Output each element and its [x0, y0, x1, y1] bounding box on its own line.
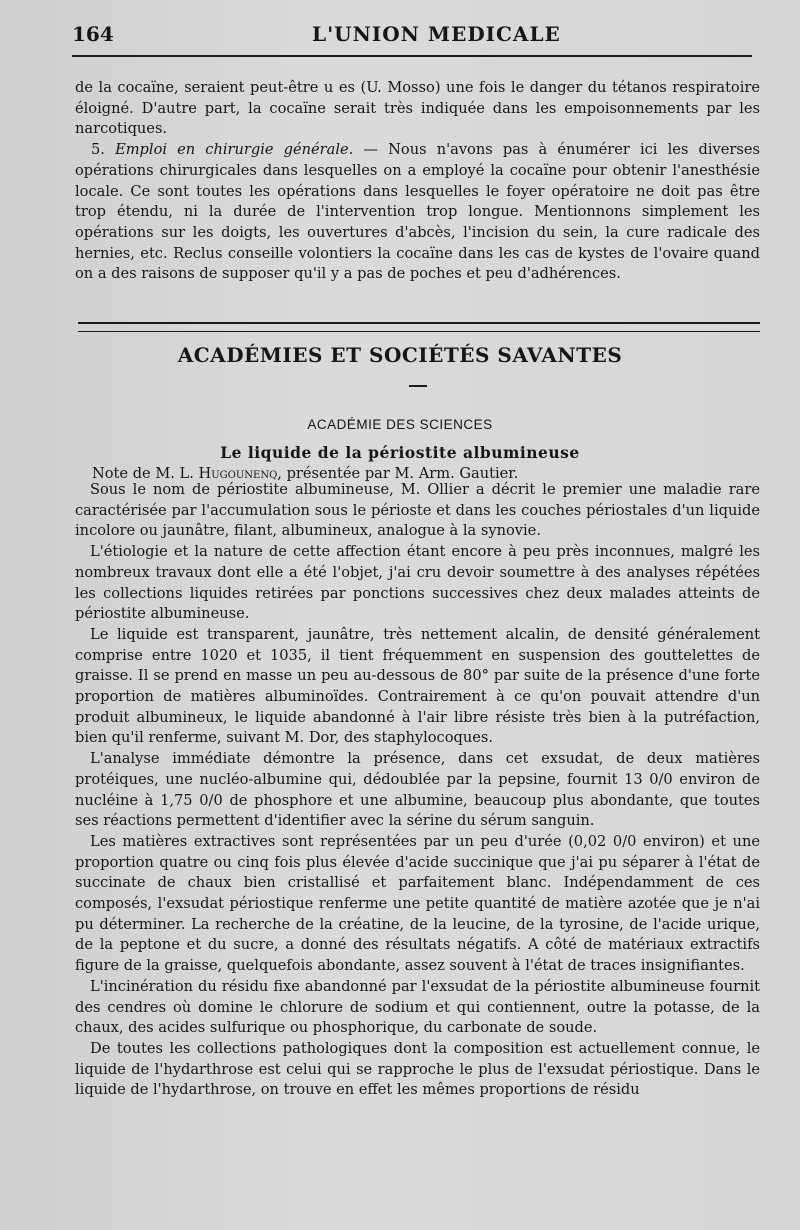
item-heading: Emploi en chirurgie générale. [115, 141, 354, 159]
body-paragraph: Sous le nom de périostite albumineuse, M. Ollier a décrit le premier une maladie rare caractérisée par l'accumulation sous le périoste et dans les couches périostales d'un liquide incolore ou jaunâtre, filant, albumineux, analogue à la synovie. [75, 481, 760, 540]
journal-title: L'UNION MEDICALE [312, 22, 561, 46]
intro-paragraph-1: de la cocaïne, seraient peut-être u es (U. Mosso) une fois le danger du tétanos respiratoire éloigné. D'autre part, la cocaïne serait très indiquée dans les empoisonnements par les narcotiques. [75, 79, 760, 138]
item-body: — Nous n'avons pas à énumérer ici les diverses opérations chirurgicales dans lesquelles on a employé la cocaïne pour obtenir l'anesthésie locale. Ce sont toutes les opérations dans lesquelles le foyer opératoire ne doit pas être trop étendu, ni la durée de l'intervention trop longue. Mentionnons simplement les opérations sur les doigts, les ouvertures d'abcès, l'incision du sein, la cure radicale des hernies, etc. Reclus conseille volontiers la cocaïne dans les cas de kystes de l'ovaire quand on a des raisons de supposer qu'il y a pas de poches et peu d'adhérences. [75, 141, 760, 283]
body-paragraph: L'incinération du résidu fixe abandonné par l'exsudat de la périostite albumineuse fournit des cendres où domine le chlorure de sodium et qui contiennent, outre la potasse, de la chaux, des acides sulfurique ou phosphorique, du carbonate de soude. [75, 977, 760, 1037]
note-prefix: Note de M. L. [92, 465, 199, 482]
header-rule [72, 55, 752, 57]
note-suffix: , présentée par M. Arm. Gautier. [277, 465, 519, 482]
intro-paragraph-2 [75, 140, 760, 285]
title-dash [409, 385, 427, 387]
article-body [75, 480, 760, 1101]
section-title: ACADÉMIES ET SOCIÉTÉS SAVANTES [177, 343, 623, 367]
body-paragraph: L'étiologie et la nature de cette affection étant encore à peu près inconnues, malgré les nombreux travaux dont elle a été l'objet, j'ai cru devoir soumettre à des analyses répétées les collections liquides retirées par ponctions successives chez deux malades atteints de périostite albumineuse. [75, 543, 760, 623]
body-paragraph: Le liquide est transparent, jaunâtre, très nettement alcalin, de densité généralement comprise entre 1020 et 1035, il tient fréquemment en suspension des gouttelettes de graisse. Il se prend en masse un peu au-dessous de 80° par suite de la présence d'une forte proportion de matières albuminoïdes. Contrairement à ce qu'on pouvait attendre d'un produit albumineux, le liquide abandonné à l'air libre résiste très bien à la putréfaction, bien qu'il renferme, suivant M. Dor, des staphylocoques. [75, 625, 760, 747]
body-paragraph: Les matières extractives sont représentées par un peu d'urée (0,02 0/0 environ) et une proportion quatre ou cinq fois plus élevée d'acide succinique que j'ai pu séparer à l'état de succinate de chaux bien cristallisé et parfaitement blanc. Indépendamment de ces composés, l'exsudat périostique renferme une petite quantité de matière azotée que je n'ai pu déterminer. La recherche de la créatine, de la leucine, de la tyrosine, de l'acide urique, de la peptone et du sucre, a donné des résultats négatifs. A côté de matériaux extractifs figure de la graisse, quelquefois abondante, assez souvent à l'état de traces insignifiantes. [75, 832, 760, 975]
note-author: Hugounenq [198, 465, 278, 482]
body-paragraph: L'analyse immédiate démontre la présence, dans cet exsudat, de deux matières protéiques, une nucléo-albumine qui, dédoublée par la pepsine, fournit 13 0/0 environ de nucléine à 1,75 0/0 de phosphore et une albumine, beaucoup plus abondante, que toutes ses réactions permettent d'identifier avec la sérine du sérum sanguin. [75, 750, 760, 830]
article-title: Le liquide de la périostite albumineuse [220, 443, 580, 462]
body-paragraph: De toutes les collections pathologiques dont la composition est actuellement connue, le liquide de l'hydarthrose est celui qui se rapproche le plus de l'exsudat périostique. Dans le liquide de l'hydarthrose, on trouve en effet les mêmes proportions de résidu [75, 1039, 760, 1099]
page-number: 164 [72, 22, 114, 46]
item-number: 5. [91, 141, 116, 159]
intro-text [75, 78, 760, 285]
subsection-title: ACADÉMIE DES SCIENCES [307, 417, 493, 432]
section-divider [78, 322, 760, 332]
running-head [72, 22, 760, 52]
